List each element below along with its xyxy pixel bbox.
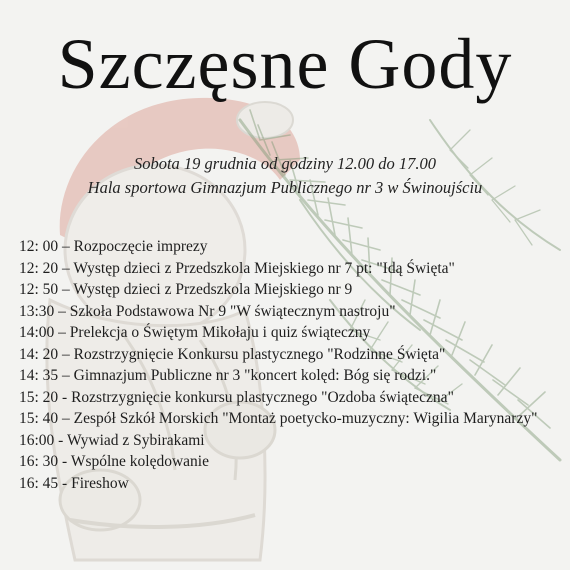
event-details <box>0 152 570 200</box>
schedule-item: 12: 50 – Występ dzieci z Przedszkola Miejskiego nr 9 <box>19 281 353 298</box>
schedule-item: 14:00 – Prelekcja o Świętym Mikołaju i quiz świąteczny <box>19 324 371 341</box>
event-schedule <box>19 236 559 494</box>
schedule-item: 12: 00 – Rozpoczęcie imprezy <box>19 238 208 255</box>
schedule-item: 13:30 – Szkoła Podstawowa Nr 9 "W świątecznym nastroju" <box>19 302 396 320</box>
event-date-time: Sobota 19 grudnia od godziny 12.00 do 17.00 <box>133 154 437 173</box>
schedule-item: 14: 35 – Gimnazjum Publiczne nr 3 "koncert kolęd: Bóg się rodzi." <box>19 367 437 384</box>
poster-title: Szczęsne Gody <box>57 24 513 104</box>
schedule-item: 14: 20 – Rozstrzygnięcie Konkursu plastycznego "Rodzinne Święta" <box>19 345 446 363</box>
schedule-item: 15: 20 - Rozstrzygnięcie konkursu plastycznego "Ozdoba świąteczna" <box>19 388 454 406</box>
schedule-item: 15: 40 – Zespół Szkół Morskich "Montaż poetycko-muzyczny: Wigilia Marynarzy" <box>19 410 538 427</box>
schedule-item: 16:00 - Wywiad z Sybirakami <box>19 431 205 449</box>
event-venue: Hala sportowa Gimnazjum Publicznego nr 3 w Świnoujściu <box>87 178 483 197</box>
schedule-item: 12: 20 – Występ dzieci z Przedszkola Miejskiego nr 7 pt: "Idą Święta" <box>19 259 455 277</box>
schedule-item: 16: 30 - Wspólne kolędowanie <box>19 453 209 470</box>
schedule-item: 16: 45 - Fireshow <box>19 474 129 492</box>
